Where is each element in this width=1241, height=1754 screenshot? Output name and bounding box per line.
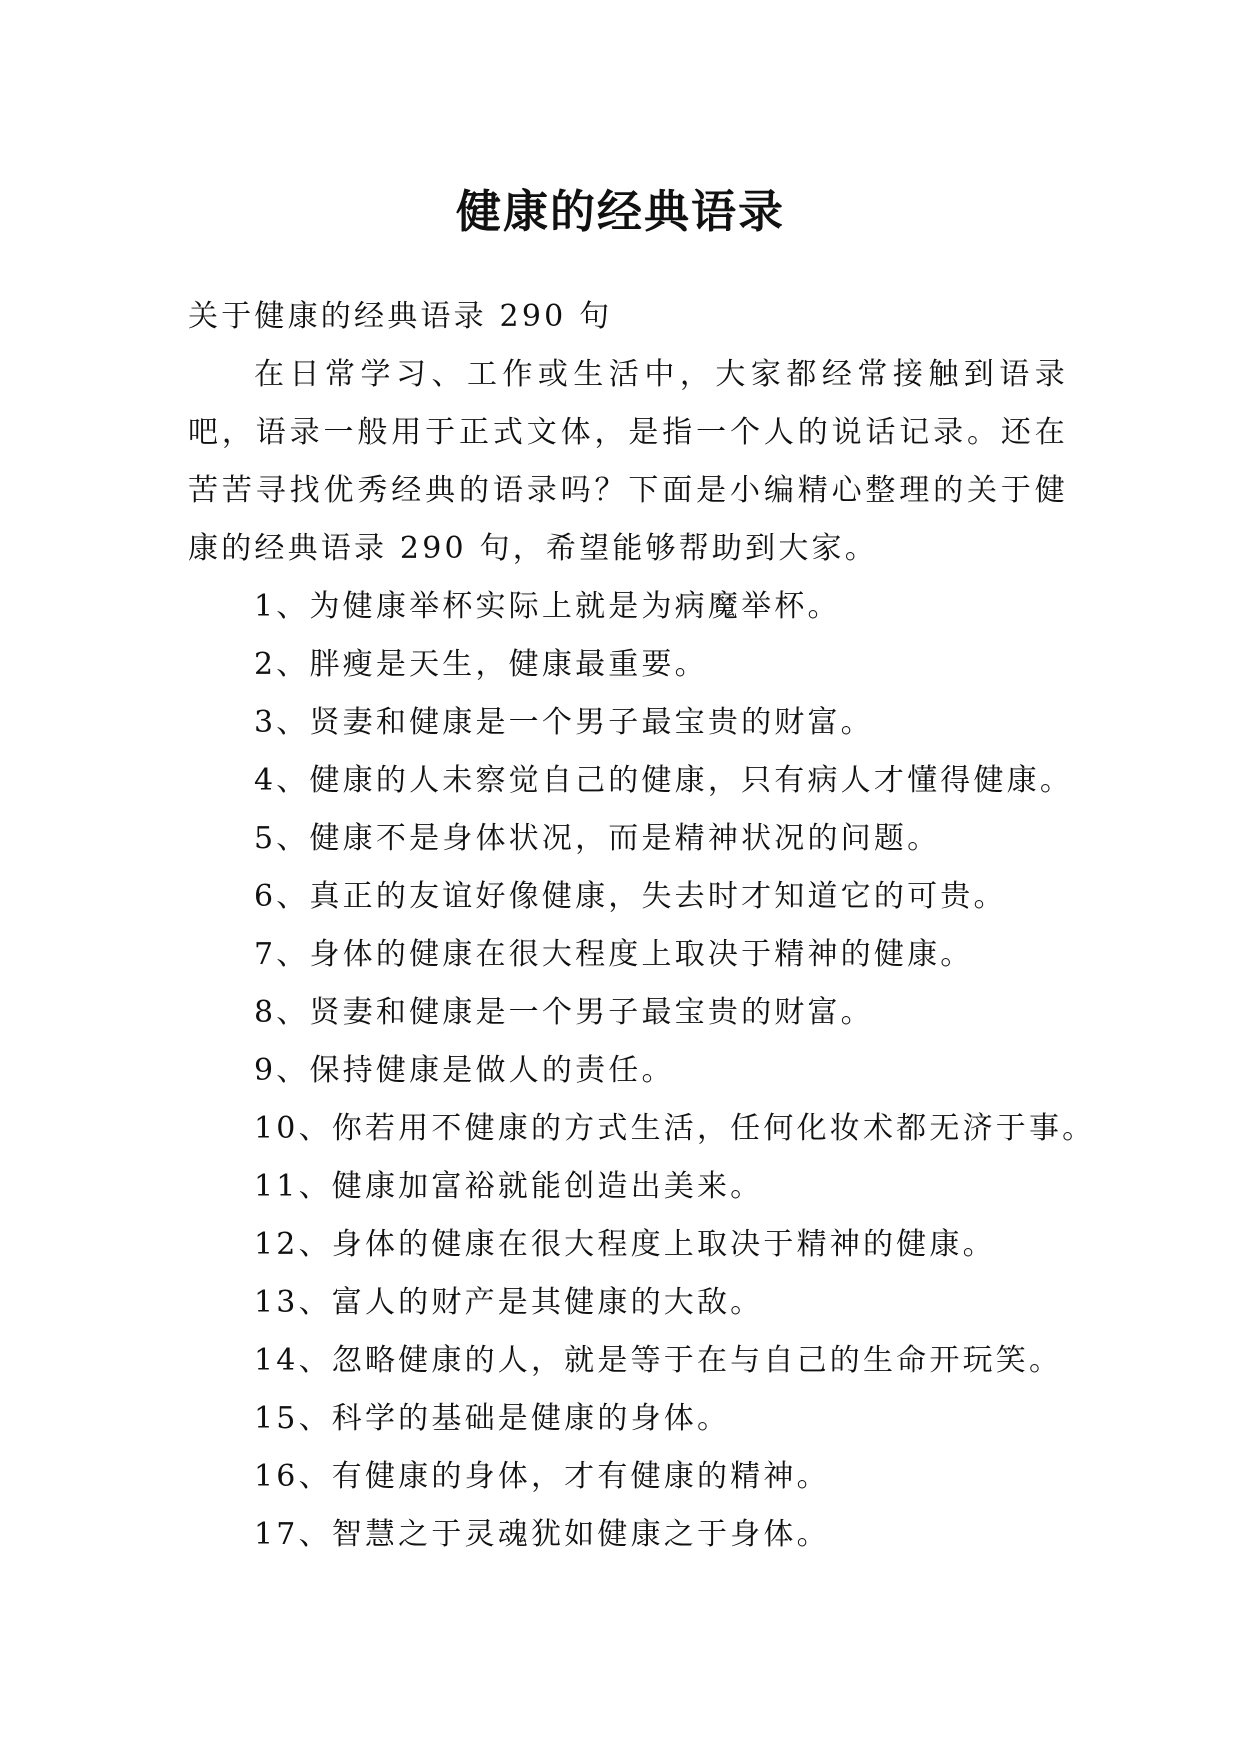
quote-item: 17、智慧之于灵魂犹如健康之于身体。 xyxy=(254,1517,830,1552)
quote-item: 2、胖瘦是天生，健康最重要。 xyxy=(254,647,708,682)
quote-item: 1、为健康举杯实际上就是为病魔举杯。 xyxy=(254,589,841,624)
quote-item: 14、忽略健康的人，就是等于在与自己的生命开玩笑。 xyxy=(254,1343,1063,1378)
quote-item: 6、真正的友谊好像健康，失去时才知道它的可贵。 xyxy=(254,879,1007,914)
quote-item: 12、身体的健康在很大程度上取决于精神的健康。 xyxy=(254,1227,996,1262)
quote-item: 5、健康不是身体状况，而是精神状况的问题。 xyxy=(254,821,941,856)
document-body xyxy=(188,288,1096,1564)
quote-item: 10、你若用不健康的方式生活，任何化妆术都无济于事。 xyxy=(254,1111,1096,1146)
intro-paragraph: 在日常学习、工作或生活中，大家都经常接触到语录吧，语录一般用于正式文体，是指一个人的说话记录。还在苦苦寻找优秀经典的语录吗？下面是小编精心整理的关于健康的经典语录 290 句，希望能够帮助到大家。 xyxy=(188,357,1068,566)
quote-item: 13、富人的财产是其健康的大敌。 xyxy=(254,1285,764,1320)
subtitle: 关于健康的经典语录 290 句 xyxy=(188,299,613,334)
quote-item: 16、有健康的身体，才有健康的精神。 xyxy=(254,1459,830,1494)
page-title: 健康的经典语录 xyxy=(455,185,785,239)
quote-item: 8、贤妻和健康是一个男子最宝贵的财富。 xyxy=(254,995,874,1030)
quote-item: 11、健康加富裕就能创造出美来。 xyxy=(254,1169,764,1204)
quote-item: 15、科学的基础是健康的身体。 xyxy=(254,1401,731,1436)
quote-list xyxy=(188,578,1096,1564)
quote-item: 9、保持健康是做人的责任。 xyxy=(254,1053,675,1088)
quote-item: 4、健康的人未察觉自己的健康，只有病人才懂得健康。 xyxy=(254,763,1074,798)
quote-item: 3、贤妻和健康是一个男子最宝贵的财富。 xyxy=(254,705,874,740)
quote-item: 7、身体的健康在很大程度上取决于精神的健康。 xyxy=(254,937,974,972)
